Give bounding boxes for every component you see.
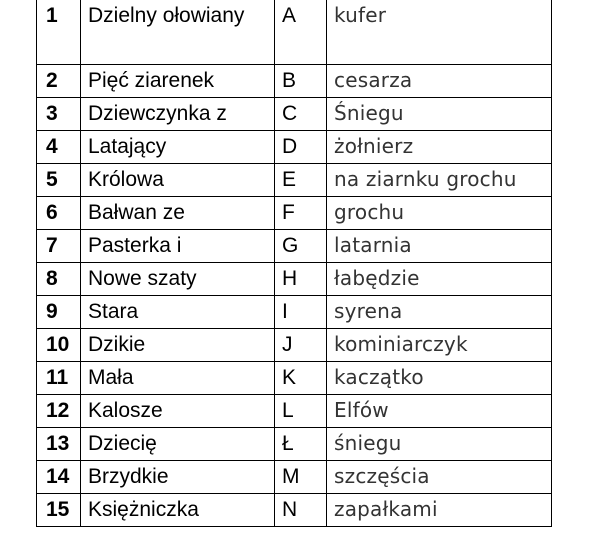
table-row: [37, 461, 552, 494]
title-ending: na ziarnku grochu: [327, 164, 552, 197]
title-start: Dziecię: [81, 428, 275, 461]
title-ending: śniegu: [327, 428, 552, 461]
title-ending: łabędzie: [327, 263, 552, 296]
table-row: [37, 131, 552, 164]
title-ending: Elfów: [327, 395, 552, 428]
title-start: Królowa: [81, 164, 275, 197]
row-number: 12: [37, 395, 81, 428]
option-letter: B: [275, 65, 327, 98]
title-ending: żołnierz: [327, 131, 552, 164]
table-row: [37, 263, 552, 296]
option-letter: I: [275, 296, 327, 329]
title-start: Nowe szaty: [81, 263, 275, 296]
row-number: 9: [37, 296, 81, 329]
row-number: 7: [37, 230, 81, 263]
table-row: [37, 230, 552, 263]
row-number: 2: [37, 65, 81, 98]
option-letter: C: [275, 98, 327, 131]
row-number: 14: [37, 461, 81, 494]
title-start: Pięć ziarenek: [81, 65, 275, 98]
title-start: Księżniczka: [81, 494, 275, 527]
table-row: [37, 98, 552, 131]
row-number: 3: [37, 98, 81, 131]
row-number: 8: [37, 263, 81, 296]
option-letter: G: [275, 230, 327, 263]
table-row: [37, 197, 552, 230]
option-letter: F: [275, 197, 327, 230]
title-ending: kufer: [327, 0, 552, 65]
title-ending: szczęścia: [327, 461, 552, 494]
title-start: Mała: [81, 362, 275, 395]
row-number: 4: [37, 131, 81, 164]
row-number: 1: [37, 0, 81, 65]
table-row: [37, 65, 552, 98]
row-number: 5: [37, 164, 81, 197]
title-ending: Śniegu: [327, 98, 552, 131]
row-number: 6: [37, 197, 81, 230]
option-letter: M: [275, 461, 327, 494]
option-letter: J: [275, 329, 327, 362]
option-letter: K: [275, 362, 327, 395]
row-number: 10: [37, 329, 81, 362]
title-start: Pasterka i: [81, 230, 275, 263]
title-ending: latarnia: [327, 230, 552, 263]
title-start: Dzielny ołowiany: [81, 0, 275, 65]
title-start: Brzydkie: [81, 461, 275, 494]
table-row: [37, 428, 552, 461]
title-ending: grochu: [327, 197, 552, 230]
table-row: [37, 164, 552, 197]
row-number: 15: [37, 494, 81, 527]
row-number: 11: [37, 362, 81, 395]
table-row: [37, 296, 552, 329]
table-row: [37, 395, 552, 428]
title-ending: zapałkami: [327, 494, 552, 527]
table-row: [37, 329, 552, 362]
title-start: Bałwan ze: [81, 197, 275, 230]
option-letter: A: [275, 0, 327, 65]
option-letter: D: [275, 131, 327, 164]
option-letter: H: [275, 263, 327, 296]
title-start: Latający: [81, 131, 275, 164]
row-number: 13: [37, 428, 81, 461]
matching-table: [36, 0, 552, 527]
title-start: Kalosze: [81, 395, 275, 428]
option-letter: N: [275, 494, 327, 527]
option-letter: Ł: [275, 428, 327, 461]
table-row: [37, 0, 552, 65]
option-letter: E: [275, 164, 327, 197]
table-row: [37, 494, 552, 527]
table-row: [37, 362, 552, 395]
option-letter: L: [275, 395, 327, 428]
title-ending: kominiarczyk: [327, 329, 552, 362]
title-start: Dzikie: [81, 329, 275, 362]
title-start: Stara: [81, 296, 275, 329]
title-start: Dziewczynka z: [81, 98, 275, 131]
title-ending: cesarza: [327, 65, 552, 98]
title-ending: syrena: [327, 296, 552, 329]
title-ending: kaczątko: [327, 362, 552, 395]
